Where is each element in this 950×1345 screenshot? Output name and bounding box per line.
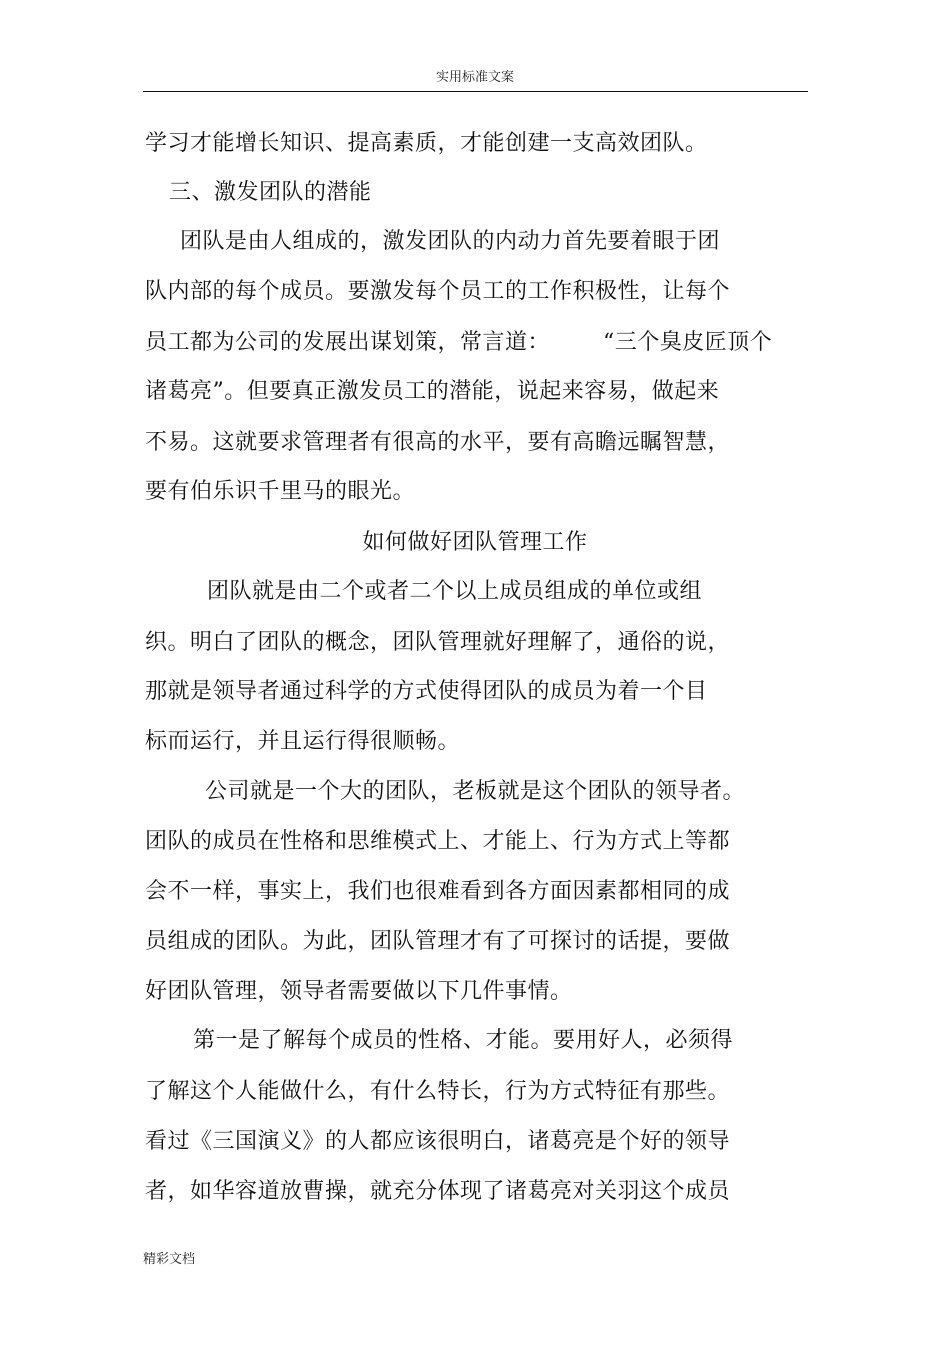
text-line: 团队就是由二个或者二个以上成员组成的单位或组 (207, 579, 703, 604)
text-line: 诸葛亮”。但要真正激发员工的潜能，说起来容易，做起来 (145, 379, 720, 404)
article-title: 如何做好团队管理工作 (362, 530, 588, 555)
text-line: 公司就是一个大的团队，老板就是这个团队的领导者。 (205, 779, 746, 804)
page-header: 实用标准文案 (435, 70, 514, 85)
text-line: 员组成的团队。为此，团队管理才有了可探讨的话提，要做 (145, 929, 731, 954)
text-line: 看过《三国演义》的人都应该很明白，诸葛亮是个好的领导 (145, 1129, 731, 1154)
text-line: 员工都为公司的发展出谋划策，常言道： (145, 330, 551, 355)
text-line: 织。明白了团队的概念，团队管理就好理解了，通俗的说， (145, 630, 731, 655)
text-line: 队内部的每个成员。要激发每个员工的工作积极性，让每个 (145, 279, 731, 304)
text-line: 了解这个人能做什么，有什么特长，行为方式特征有那些。 (145, 1079, 731, 1104)
text-line-quote: “三个臭皮匠顶个 (603, 330, 773, 355)
text-line: 标而运行，并且运行得很顺畅。 (145, 729, 461, 754)
header-rule (143, 91, 808, 92)
text-line: 团队的成员在性格和思维模式上、才能上、行为方式上等都 (145, 829, 731, 854)
text-line: 不易。这就要求管理者有很高的水平，要有高瞻远瞩智慧， (145, 430, 731, 455)
text-line: 会不一样，事实上，我们也很难看到各方面因素都相同的成 (145, 879, 731, 904)
text-line: 第一是了解每个成员的性格、才能。要用好人，必须得 (193, 1028, 734, 1053)
text-line: 那就是领导者通过科学的方式使得团队的成员为着一个目 (145, 679, 708, 704)
text-line: 要有伯乐识千里马的眼光。 (145, 479, 416, 504)
page-footer: 精彩文档 (143, 1252, 196, 1267)
section-heading: 三、激发团队的潜能 (169, 180, 372, 205)
text-line: 好团队管理，领导者需要做以下几件事情。 (145, 979, 573, 1004)
text-line: 团队是由人组成的，激发团队的内动力首先要着眼于团 (180, 229, 721, 254)
text-line: 学习才能增长知识、提高素质，才能创建一支高效团队。 (145, 131, 708, 156)
text-line: 者，如华容道放曹操，就充分体现了诸葛亮对关羽这个成员 (145, 1179, 731, 1204)
